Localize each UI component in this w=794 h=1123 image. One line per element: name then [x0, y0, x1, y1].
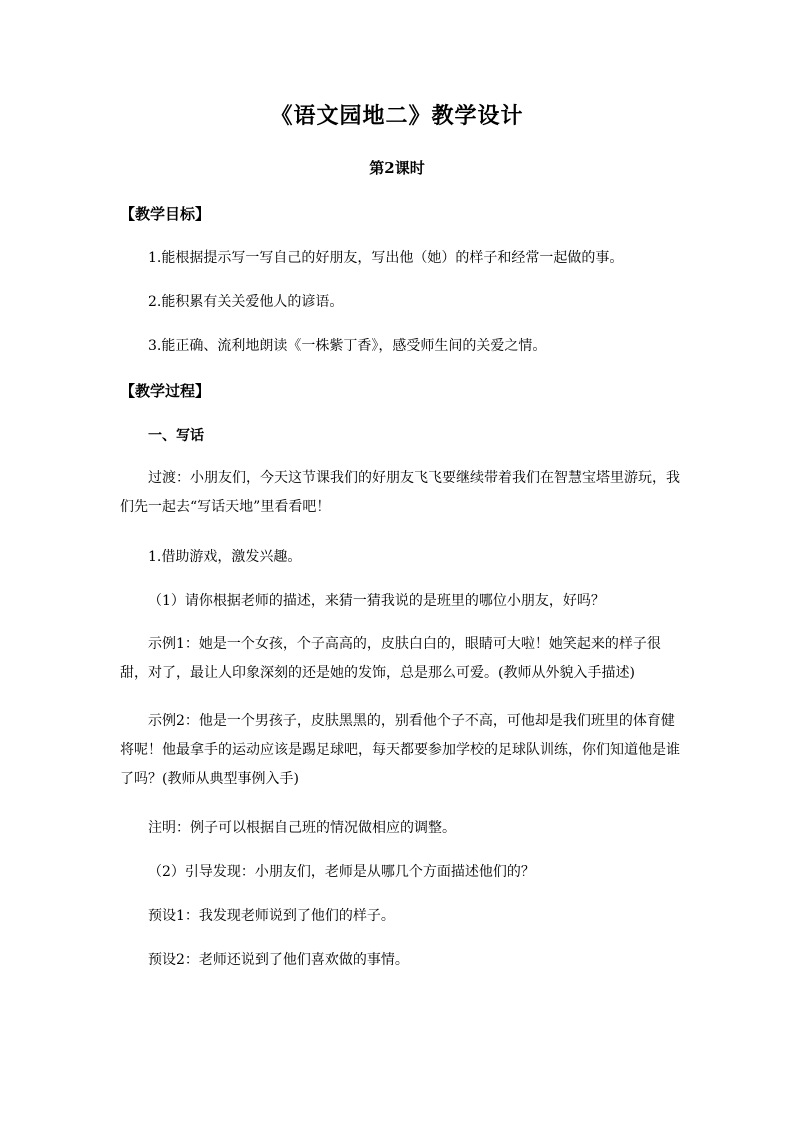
objective-item: 1.能根据提示写一写自己的好朋友，写出他（她）的样子和经常一起做的事。	[148, 250, 624, 266]
transition-paragraph: 过渡：小朋友们，今天这节课我们的好朋友飞飞要继续带着我们在智慧宝塔里游玩，我们先一起去“写话天地”里看看吧！	[120, 470, 680, 515]
example-1-paragraph: 示例1：她是一个女孩，个子高高的，皮肤白白的，眼睛可大啦！她笑起来的样子很甜，对了，最让人印象深刻的还是她的发饰，总是那么可爱。(教师从外貌入手描述)	[120, 636, 661, 681]
process-heading: 【教学过程】	[120, 382, 211, 400]
preset-2-paragraph: 预设2：老师还说到了他们喜欢做的事情。	[148, 952, 409, 968]
objective-item: 3.能正确、流利地朗读《一株紫丁香》，感受师生间的关爱之情。	[148, 338, 547, 354]
section-title-writing: 一、写话	[148, 428, 204, 444]
step-paragraph: 1.借助游戏，激发兴趣。	[148, 549, 302, 565]
question-paragraph: （1）请你根据老师的描述，来猜一猜我说的是班里的哪位小朋友，好吗？	[148, 593, 605, 609]
document-title: 《语文园地二》教学设计	[270, 103, 524, 129]
guide-paragraph: （2）引导发现：小朋友们，老师是从哪几个方面描述他们的？	[148, 864, 535, 880]
objective-item: 2.能积累有关关爱他人的谚语。	[148, 294, 344, 310]
note-paragraph: 注明：例子可以根据自己班的情况做相应的调整。	[148, 820, 456, 836]
example-2-paragraph: 示例2：他是一个男孩子，皮肤黑黑的，别看他个子不高，可他却是我们班里的体育健将呢！他最拿手的运动应该是踢足球吧，每天都要参加学校的足球队训练，你们知道他是谁了吗？(教师从典型事例入手)	[120, 713, 680, 787]
preset-1-paragraph: 预设1：我发现老师说到了他们的样子。	[148, 908, 395, 924]
lesson-subtitle: 第2课时	[369, 159, 425, 177]
objectives-heading: 【教学目标】	[120, 205, 211, 223]
